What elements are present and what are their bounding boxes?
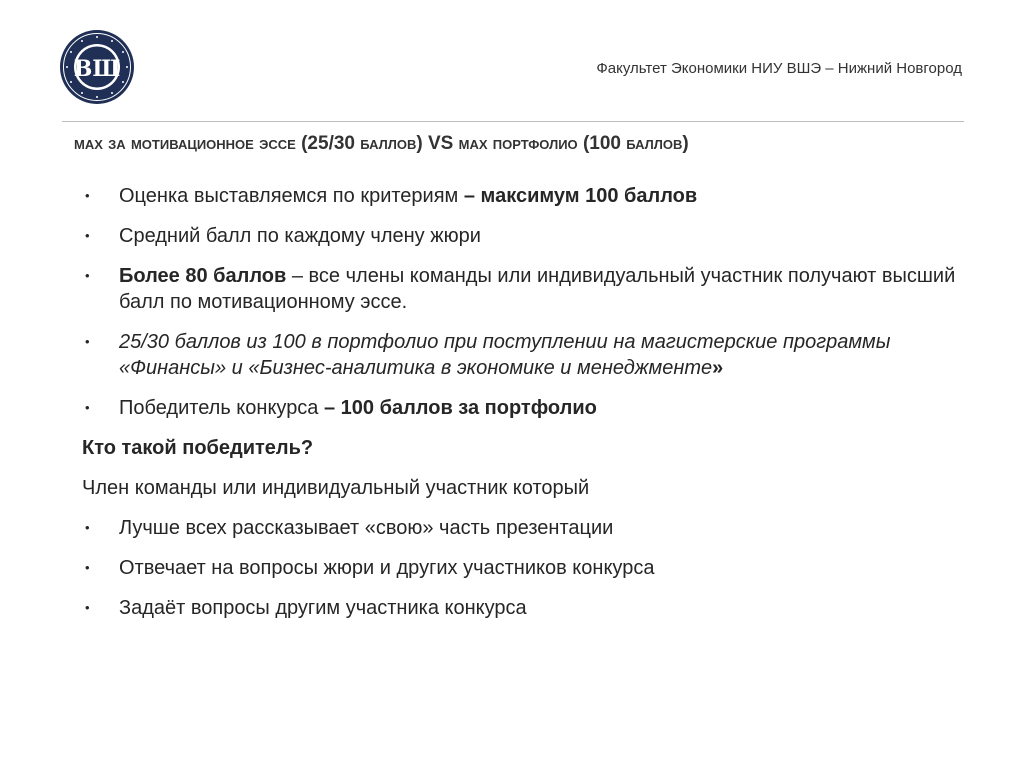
- title-part-6: (100: [577, 133, 627, 154]
- logo-monogram: ВШ: [73, 56, 121, 82]
- bullet-icon: •: [85, 188, 90, 203]
- item-bold: »: [712, 357, 724, 379]
- winner-question: [82, 435, 982, 461]
- faculty-header: Факультет Экономики НИУ ВШЭ – Нижний Новгород: [596, 60, 962, 77]
- bullet-icon: •: [85, 228, 90, 243]
- winner-intro: Член команды или индивидуальный участник который: [82, 477, 590, 499]
- item-bold: Более 80 баллов: [119, 265, 287, 287]
- bullet-icon: •: [85, 520, 90, 535]
- title-part-5: max портфолио: [458, 133, 578, 154]
- winner-question-text: Кто такой победитель?: [82, 437, 314, 459]
- item-bold: – максимум 100 баллов: [463, 185, 698, 207]
- title-part-8: ): [682, 133, 689, 154]
- item-text: Оценка выставляемся по критериям: [119, 185, 464, 207]
- item-italic: 25/30 баллов из 100 в портфолио при поступлении на магистерские программы «Финансы» и «Бизнес-аналитика в экономике и менеджменте: [119, 331, 891, 379]
- list-item: [82, 183, 982, 209]
- item-text: Отвечает на вопросы жюри и других участников конкурса: [119, 557, 655, 579]
- item-text: Победитель конкурса: [119, 397, 324, 419]
- hse-seal-logo-icon: [58, 28, 136, 106]
- bullet-icon: •: [85, 268, 90, 283]
- title-part-3: баллов: [360, 133, 417, 154]
- list-item: [82, 263, 982, 315]
- title-part-2: (25/30: [295, 133, 361, 154]
- title-part-1: max за мотивационное эссе: [74, 133, 296, 154]
- bullet-icon: •: [85, 400, 90, 415]
- bullet-icon: •: [85, 560, 90, 575]
- item-bold: – 100 баллов за портфолио: [324, 397, 597, 419]
- item-text: Лучше всех рассказывает «свою» часть презентации: [119, 517, 614, 539]
- title-part-7: баллов: [626, 133, 683, 154]
- list-item: [82, 329, 982, 381]
- item-text: Средний балл по каждому члену жюри: [119, 225, 481, 247]
- list-item: [82, 395, 982, 421]
- slide-title: [74, 133, 994, 155]
- bullet-icon: •: [85, 600, 90, 615]
- item-text: Задаёт вопросы другим участника конкурса: [119, 597, 527, 619]
- slide-content: [82, 183, 982, 635]
- list-item: [82, 555, 982, 581]
- title-part-4: ) VS: [416, 133, 459, 154]
- bullet-icon: •: [85, 334, 90, 349]
- item-text: – все члены команды или индивидуальный участник получают высший балл по мотивационному эссе.: [119, 265, 956, 313]
- header-divider: [62, 121, 964, 122]
- list-item: [82, 515, 982, 541]
- list-item: [82, 595, 982, 621]
- list-item: [82, 223, 982, 249]
